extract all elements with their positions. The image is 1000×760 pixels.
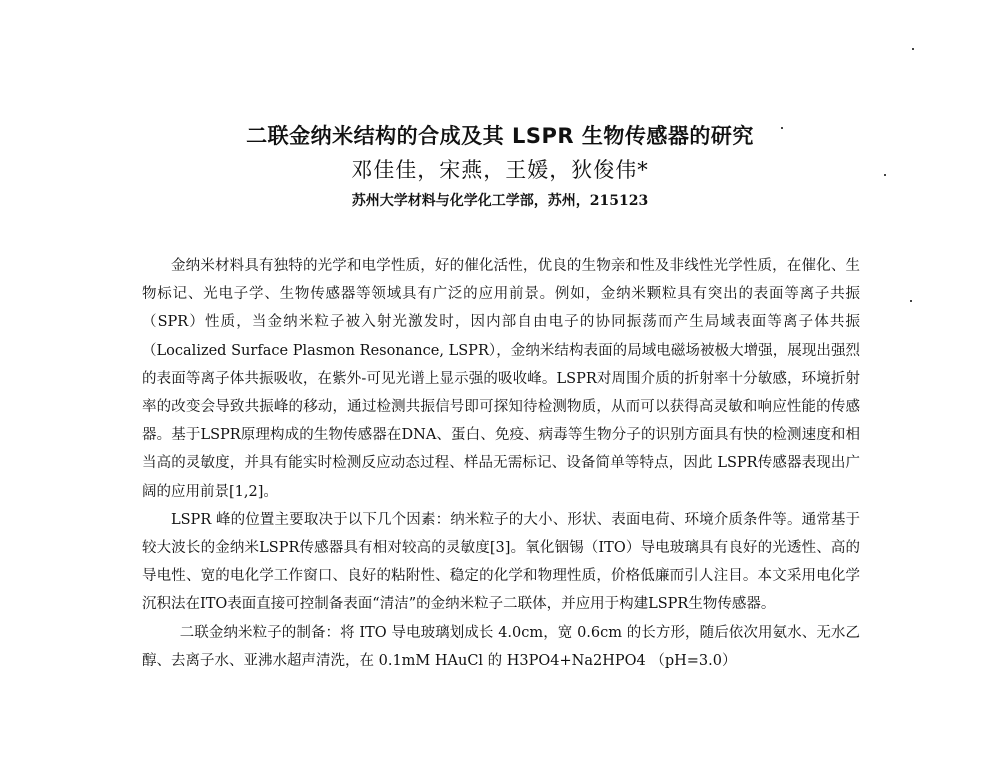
paper-body bbox=[142, 252, 860, 675]
paper-affiliation: 苏州大学材料与化学化工学部，苏州，215123 bbox=[351, 193, 649, 209]
scan-speck bbox=[912, 48, 914, 50]
scan-speck bbox=[910, 300, 912, 302]
body-paragraph-2: LSPR 峰的位置主要取决于以下几个因素：纳米粒子的大小、形状、表面电荷、环境介质条件等。通常基于较大波长的金纳米LSPR传感器具有相对较高的灵敏度[3]。氧化铟锡（ITO）导电玻璃具有良好的光透性、高的导电性、宽的电化学工作窗口、良好的粘附性、稳定的化学和物理性质，价格低廉而引人注目。本文采用电化学沉积法在ITO表面直接可控制备表面“清洁”的金纳米粒子二联体，并应用于构建LSPR生物传感器。 bbox=[142, 511, 860, 613]
scan-speck bbox=[884, 174, 886, 176]
body-paragraph-3: 二联金纳米粒子的制备：将 ITO 导电玻璃划成长 4.0cm，宽 0.6cm 的长方形，随后依次用氨水、无水乙醇、去离子水、亚沸水超声清洗，在 0.1mM HAuCl 的 H3PO4+Na2HPO4 （pH=3.0） bbox=[142, 624, 860, 669]
paper-title: 二联金纳米结构的合成及其 LSPR 生物传感器的研究 bbox=[246, 124, 754, 148]
scan-speck bbox=[781, 127, 783, 129]
body-paragraph-1: 金纳米材料具有独特的光学和电学性质，好的催化活性，优良的生物亲和性及非线性光学性质，在催化、生物标记、光电子学、生物传感器等领域具有广泛的应用前景。例如，金纳米颗粒具有突出的表面等离子共振（SPR）性质，当金纳米粒子被入射光激发时，因内部自由电子的协同振荡而产生局域表面等离子体共振（Localized Surface Plasmon Resonance, LSPR），金纳米结构表面的局域电磁场被极大增强，展现出强烈的表面等离子体共振吸收，在紫外-可见光谱上显示强的吸收峰。LSPR对周围介质的折射率十分敏感，环境折射率的改变会导致共振峰的移动，通过检测共振信号即可探知待检测物质，从而可以获得高灵敏和响应性能的传感器。基于LSPR原理构成的生物传感器在DNA、蛋白、免疫、病毒等生物分子的识别方面具有快的检测速度和相当高的灵敏度，并具有能实时检测反应动态过程、样品无需标记、设备简单等特点，因此 LSPR传感器表现出广阔的应用前景[1,2]。 bbox=[142, 258, 860, 500]
paper-authors: 邓佳佳，宋燕，王媛，狄俊伟* bbox=[351, 158, 649, 182]
